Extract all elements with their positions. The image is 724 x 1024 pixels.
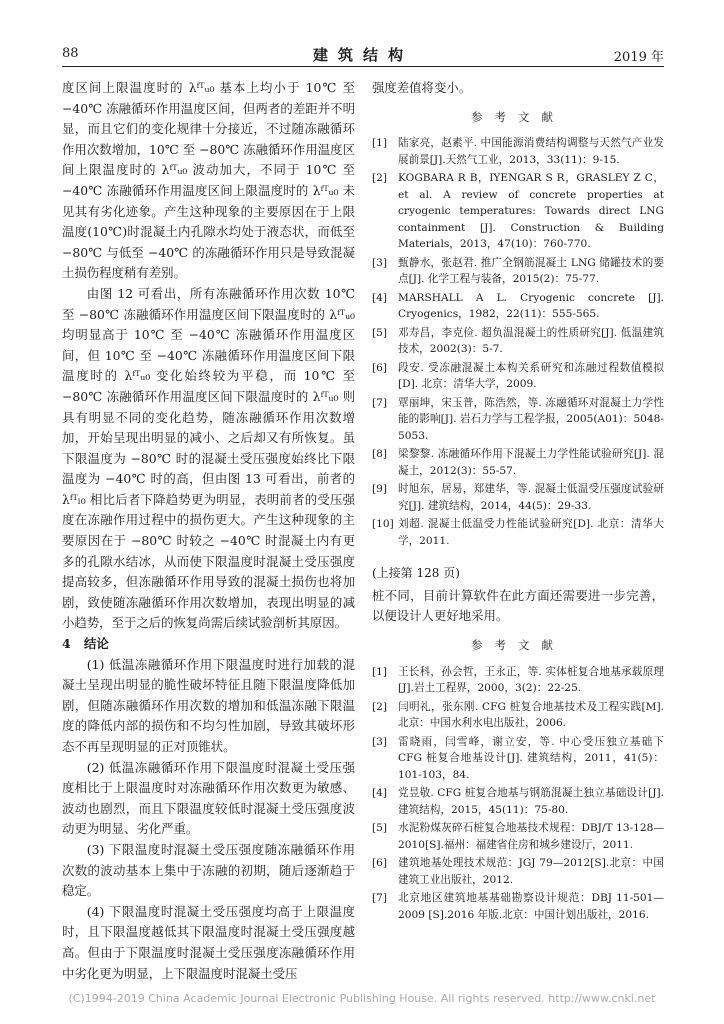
reference-list-2 [372, 664, 664, 924]
reference-number: [2] [372, 172, 388, 185]
left-column [62, 78, 355, 984]
section-number: 4 [62, 636, 71, 652]
reference-number: [4] [372, 291, 388, 304]
reference-item [372, 170, 664, 253]
reference-number: [4] [372, 787, 388, 800]
reference-text: 水泥粉煤灰碎石桩复合地基技术规程：DBJ/T 13-128—2010[S].福州：福建省住房和城乡建设厅，2011. [398, 822, 664, 851]
journal-year: 2019 年 [613, 50, 664, 65]
reference-number: [6] [372, 857, 388, 870]
reference-number: [5] [372, 326, 388, 339]
section-title: 结论 [84, 636, 109, 652]
reference-list [372, 135, 664, 549]
reference-number: [1] [372, 665, 388, 678]
conclusion-item: (3) 下限温度时混凝土受压强度随冻融循环作用次数的波动基本上集中于冻融的初期，随后逐渐趋于稳定。 [62, 841, 355, 899]
reference-item [372, 360, 664, 393]
reference-text: 党昱敬. CFG 桩复合地基与钢筋混凝土独立基础设计[J].建筑结构，2015，45(11)：75-80. [398, 787, 664, 816]
reference-item [372, 785, 664, 818]
reference-number: [7] [372, 396, 388, 409]
reference-item [372, 325, 664, 358]
reference-number: [2] [372, 700, 388, 713]
conclusion-item: (1) 低温冻融循环作用下限温度时进行加载的混凝土呈现出明显的脆性破坏特征且随下限温度降低加剧，但随冻融循环作用次数的增加和低温冻融下限温度的降低内部的损伤和不均匀性加剧，导致其破坏形态不再呈现明显的正对顶锥状。 [62, 656, 355, 754]
reference-number: [5] [372, 822, 388, 835]
reference-text: 覃丽坤，宋玉普，陈浩然，等. 冻融循环对混凝土力学性能的影响[J]. 岩石力学与工程学报，2005(A01)：5048-5053. [398, 396, 664, 442]
reference-text: 闫明礼，张东刚. CFG 桩复合地基技术及工程实践[M]. 北京：中国水利水电出版社，2006. [398, 700, 664, 730]
journal-title: 建筑结构 [312, 46, 413, 64]
reference-text: 建筑地基处理技术规范：JGJ 79—2012[S].北京：中国建筑工业出版社，2012. [398, 857, 664, 886]
right-column [372, 78, 664, 925]
continuation-text: 强度差值将变小。 [372, 80, 472, 95]
reference-number: [1] [372, 137, 388, 150]
continued-text: 桩不同，目前计算软件在此方面还需要进一步完善，以便设计人更好地采用。 [372, 587, 664, 624]
reference-text: 雷晓雨，闫雪峰，谢立安，等. 中心受压独立基础下 CFG 桩复合地基设计[J]. 建筑结构，2011，41(5)：101-103，84. [398, 735, 664, 781]
conclusion-item: (2) 低温冻融循环作用下限温度时混凝土受压强度相比于上限温度时对冻融循环作用次数更为敏感、波动也剧烈，而且下限温度较低时混凝土受压强度波动更为明显、劣化严重。 [62, 759, 355, 837]
reference-text: KOGBARA R B，IYENGAR S R，GRASLEY Z C，et al. A review of concrete properties at cryogenic temperatures: Towards direct LNG containment [J]. Construction & Building Materials，2013，47(10)：760-770. [398, 172, 664, 251]
reference-text: MARSHALL A L. Cryogenic concrete [J]. Cryogenics，1982，22(11)：555-565. [398, 291, 664, 321]
body-paragraph: 由图 12 可看出，所有冻融循环作用次数 10℃ 至 −80℃ 冻融循环作用温度区间下限温度时的 λᶠᵀᵤ₀ 均明显高于 10℃ 至 −40℃ 冻融循环作用温度区间，但 10℃ 至 −40℃ 冻融循环作用温度区间下限温度时的 λᶠᵀᵤ₀ 变化始终较为平稳，而 10℃ 至 −80℃ 冻融循环作用温度区间下限温度时的 λᶠᵀᵤ₀ 则具有明显不同的变化趋势，随冻融循环作用次数增加，开始呈现出明显的减小、之后却又有所恢复。虽下限温度为 −80℃ 时的混凝土受压强度始终比下限温度为 −40℃ 时的高，但由图 13 可看出，前者的 λᶠᵀₗ₀ 相比后者下降趋势更为明显，表明前者的受压强度在冻融作用过程中的损伤更大。产生这种现象的主要原因在于 −80℃ 时较之 −40℃ 时混凝土内有更多的孔隙水结冰，从而使下限温度时混凝土受压强度提高较多，但冻融循环作用导致的混凝土损伤也将加剧，致使随冻融循环作用次数增加，表现出明显的减小趋势，至于之后的恢复尚需后续试验剖析其原因。 [62, 285, 355, 631]
reference-number: [9] [372, 483, 388, 496]
body-paragraph: 度区间上限温度时的 λᶠᵀᵤ₀ 基本上均小于 10℃ 至 −40℃ 冻融循环作用温度区间，但两者的差距并不明显，而且它们的变化规律十分接近，不过随冻融循环作用次数增加，10℃ 至 −80℃ 冻融循环作用温度区间上限温度时的 λᶠᵀᵤ₀ 波动加大，不同于 10℃ 至 −40℃ 冻融循环作用温度区间上限温度时的 λᶠᵀᵤ₀ 未见其有劣化迹象。产生这种现象的主要原因在于上限温度(10℃)时混凝土内孔隙水均处于液态状，而低至 −80℃ 与低至 −40℃ 的冻融循环作用只是导致混凝土损伤程度稍有差别。 [62, 80, 355, 281]
reference-number: [7] [372, 892, 388, 905]
reference-item [372, 890, 664, 923]
reference-text: 王长科，孙会哲，王永正，等. 实体桩复合地基承载原理[J].岩土工程界，2000，3(2)：22-25. [398, 665, 664, 695]
reference-text: 邓寿昌，李克俭. 超负温混凝土的性质研究[J]. 低温建筑技术，2002(3)：5-7. [398, 326, 664, 356]
reference-number: [3] [372, 256, 388, 269]
reference-number: [6] [372, 361, 388, 374]
copyright-footer: (C)1994-2019 China Academic Journal Electronic Publishing House. All rights reserved. http://www.cnki.net [68, 992, 656, 1005]
reference-item [372, 855, 664, 888]
continued-from-note: (上接第 128 页) [372, 566, 460, 581]
reference-item [372, 516, 664, 549]
page-number: 88 [62, 46, 79, 61]
references-heading-2: 参考文献 [471, 637, 565, 652]
reference-item [372, 664, 664, 697]
reference-item [372, 135, 664, 168]
references-heading: 参考文献 [471, 109, 565, 124]
page-header [62, 44, 664, 67]
reference-number: [8] [372, 448, 388, 461]
reference-text: 陆家亮，赵素平. 中国能源消费结构调整与天然气产业发展前景[J].天然气工业，2013，33(11)：9-15. [398, 137, 664, 166]
reference-item [372, 481, 664, 514]
section-heading [62, 634, 355, 655]
reference-text: 时旭东，居易，郑建华，等. 混凝土低温受压强度试验研究[J]. 建筑结构，2014，44(5)：29-33. [398, 483, 664, 512]
reference-text: 甄静水，张赵君. 推广全钢筋混凝土 LNG 储罐技术的要点[J]. 化学工程与装备，2015(2)：75-77. [398, 256, 664, 286]
reference-item [372, 395, 664, 445]
reference-text: 梁黎黎. 冻融循环作用下混凝土力学性能试验研究[J]. 混凝土，2012(3)：55-57. [398, 448, 664, 477]
conclusion-item: (4) 下限温度时混凝土受压强度均高于上限温度时，且下限温度越低其下限温度时混凝土受压强度越高。但由于下限温度时混凝土受压强度冻融循环作用中劣化更为明显，上下限温度时混凝土受压 [62, 903, 355, 981]
reference-item [372, 290, 664, 323]
reference-item [372, 699, 664, 732]
reference-item [372, 446, 664, 479]
reference-text: 北京地区建筑地基基础勘察设计规范：DBJ 11-501—2009 [S].2016 年版.北京：中国计划出版社，2016. [398, 892, 664, 921]
reference-item [372, 820, 664, 853]
reference-text: 刘超. 混凝土低温受力性能试验研究[D]. 北京：清华大学，2011. [398, 518, 664, 547]
reference-item [372, 734, 664, 784]
reference-text: 段安. 受冻融混凝土本构关系研究和冻融过程数值模拟[D]. 北京：清华大学，2009. [398, 361, 664, 391]
reference-number: [10] [372, 518, 394, 531]
reference-item [372, 255, 664, 288]
reference-number: [3] [372, 735, 388, 748]
